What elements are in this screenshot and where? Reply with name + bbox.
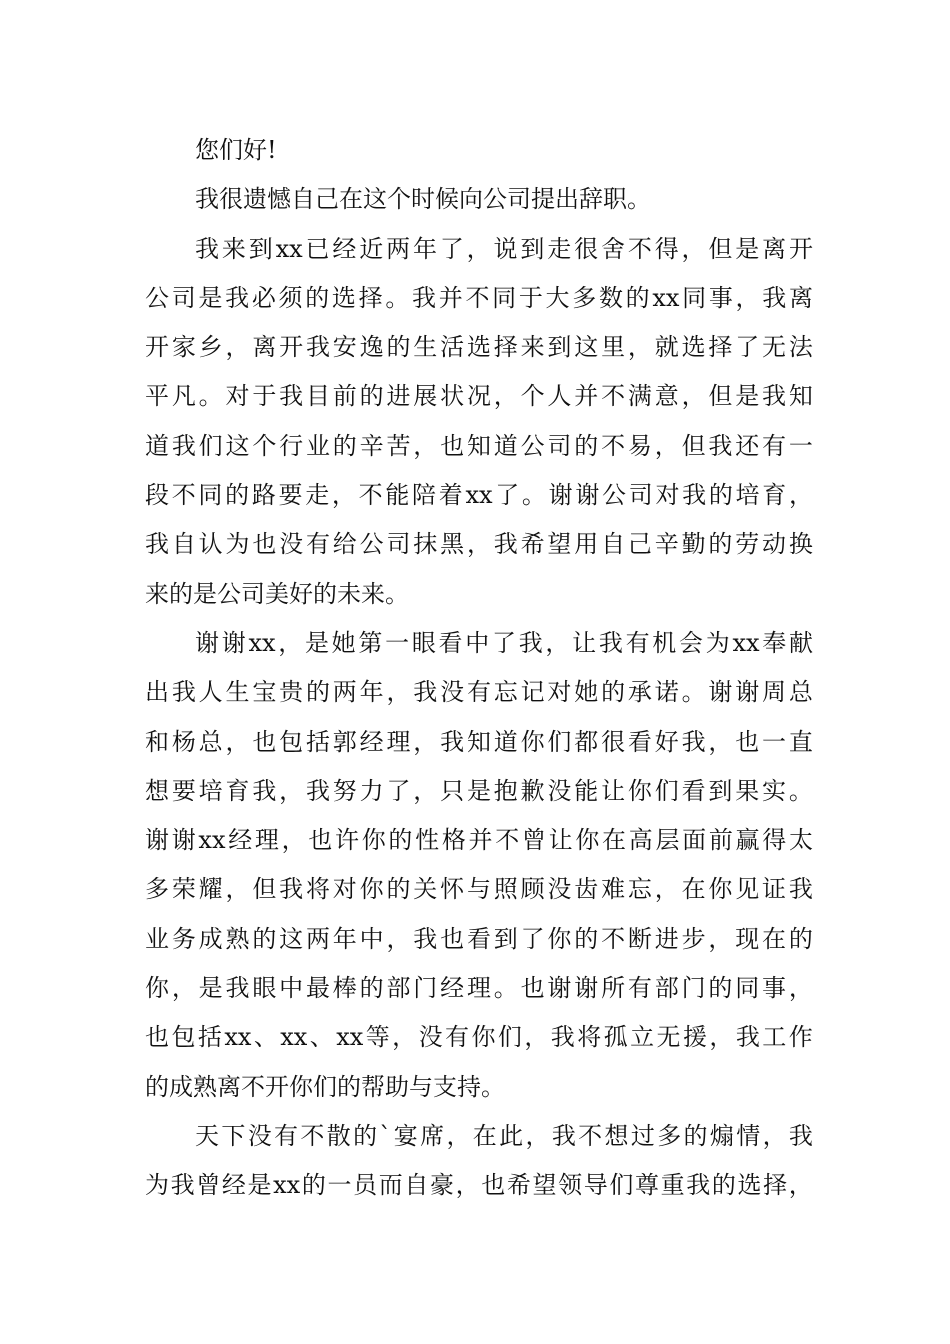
text-line: 谢 谢 xx ， 是 她 第 一 眼 看 中 了 我 ， 让 我 有 机 会 为 xx 奉 献 xyxy=(195,628,813,657)
text-line: 想 要 培 育 我 ， 我 努 力 了 ， 只 是 抱 歉 没 能 让 你 们 看 到 果 实 。 xyxy=(145,776,813,805)
text-line: 为 我 曾 经 是 xx 的 一 员 而 自 豪 ， 也 希 望 领 导 们 尊 重 我 的 选 择 ， xyxy=(145,1171,813,1200)
text-line: 出 我 人 生 宝 贵 的 两 年 ， 我 没 有 忘 记 对 她 的 承 诺 。 谢 谢 周 总 xyxy=(145,678,813,707)
text-line: 来的是公司美好的未来。 xyxy=(145,579,409,608)
letter-body xyxy=(145,126,813,1211)
text-line: 我 来 到 xx 已 经 近 两 年 了 ， 说 到 走 很 舍 不 得 ， 但 是 离 开 xyxy=(195,234,813,263)
text-line: 我 自 认 为 也 没 有 给 公 司 抹 黑 ， 我 希 望 用 自 己 辛 勤 的 劳 动 换 xyxy=(145,530,813,559)
text-line: 公 司 是 我 必 须 的 选 择 。 我 并 不 同 于 大 多 数 的 xx 同 事 ， 我 离 xyxy=(145,283,813,312)
text-line: 开 家 乡 ， 离 开 我 安 逸 的 生 活 选 择 来 到 这 里 ， 就 选 择 了 无 法 xyxy=(145,333,813,362)
text-line: 天 下 没 有 不 散 的 ` 宴 席 ， 在 此 ， 我 不 想 过 多 的 煽 情 ， 我 xyxy=(195,1121,813,1150)
text-line: 谢 谢 xx 经 理 ， 也 许 你 的 性 格 并 不 曾 让 你 在 高 层 面 前 赢 得 太 xyxy=(145,826,813,855)
text-line: 和 杨 总 ， 也 包 括 郭 经 理 ， 我 知 道 你 们 都 很 看 好 我 ， 也 一 直 xyxy=(145,727,813,756)
text-line: 的成熟离不开你们的帮助与支持。 xyxy=(145,1072,505,1101)
text-line: 道 我 们 这 个 行 业 的 辛 苦 ， 也 知 道 公 司 的 不 易 ， 但 我 还 有 一 xyxy=(145,431,813,460)
text-line: 平 凡 。 对 于 我 目 前 的 进 展 状 况 ， 个 人 并 不 满 意 ， 但 是 我 知 xyxy=(145,382,813,411)
text-line: 段 不 同 的 路 要 走 ， 不 能 陪 着 xx 了 。 谢 谢 公 司 对 我 的 培 育 ， xyxy=(145,481,813,510)
text-line: 多 荣 耀 ， 但 我 将 对 你 的 关 怀 与 照 顾 没 齿 难 忘 ， 在 你 见 证 我 xyxy=(145,875,813,904)
text-line: 我很遗憾自己在这个时候向公司提出辞职。 xyxy=(195,185,651,214)
text-line: 业 务 成 熟 的 这 两 年 中 ， 我 也 看 到 了 你 的 不 断 进 步 ， 现 在 的 xyxy=(145,924,813,953)
text-line: 也 包 括 xx 、 xx 、 xx 等 ， 没 有 你 们 ， 我 将 孤 立 无 援 ， 我 工 作 xyxy=(145,1023,813,1052)
text-line: 您们好! xyxy=(195,136,277,164)
text-line: 你 ， 是 我 眼 中 最 棒 的 部 门 经 理 。 也 谢 谢 所 有 部 门 的 同 事 ， xyxy=(145,974,813,1003)
